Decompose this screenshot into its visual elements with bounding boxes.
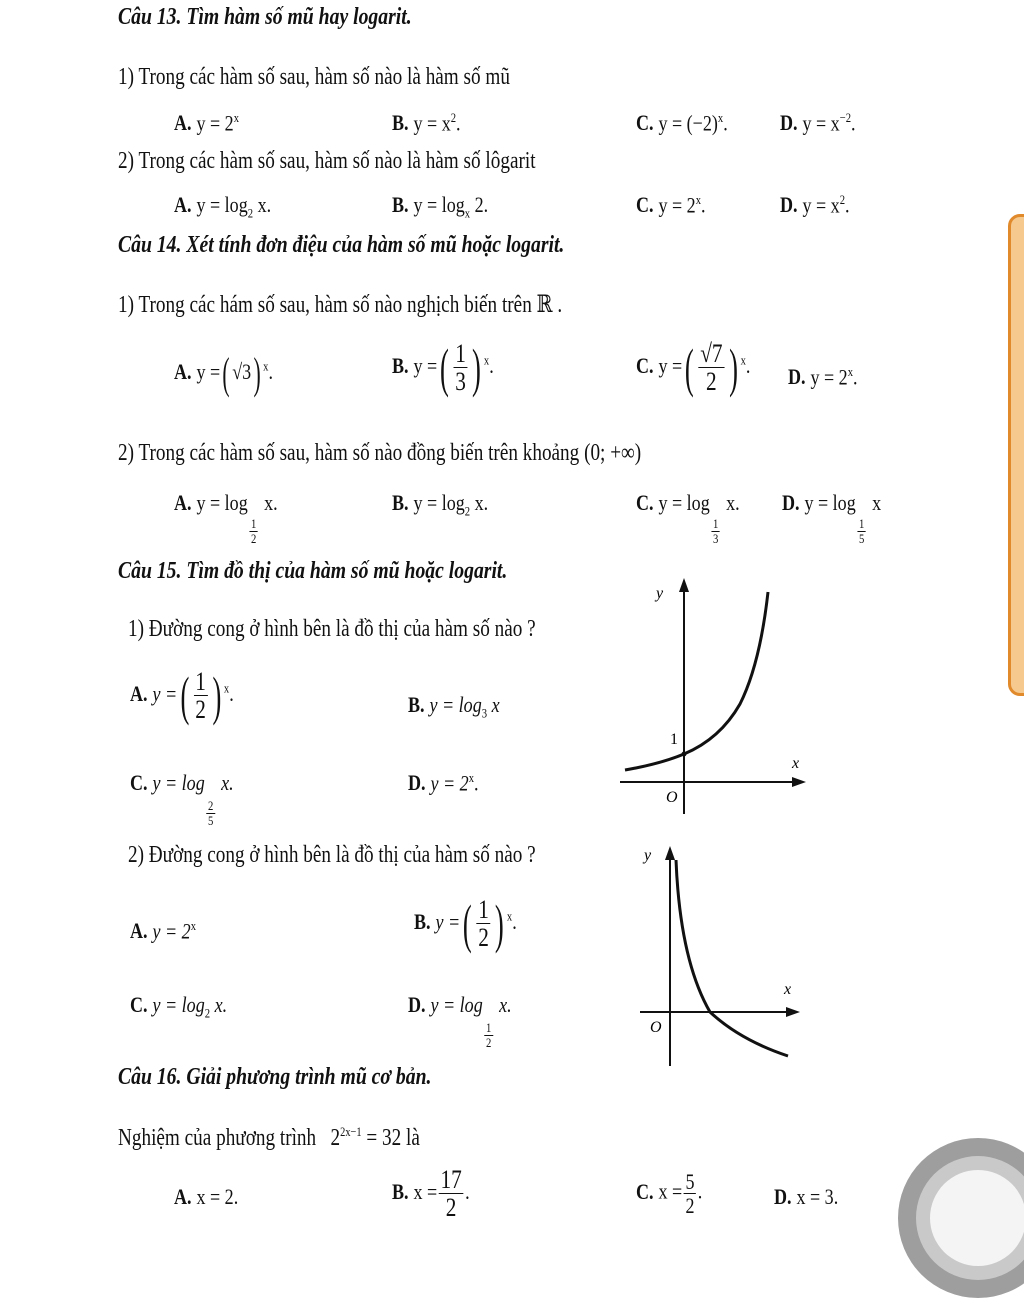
q14-p2-option-c[interactable]: C. y = log $\frac{1}{3}$ x. [636,490,740,546]
origin-label: O [650,1019,662,1036]
q14-p1-prompt: 1) Trong các hám số sau, hàm số nào nghịch biến trên ℝ . [118,292,563,318]
q16-prompt: Nghiệm của phương trình $2^{2x-1} = 32$ là [118,1124,420,1151]
y-axis-label: y [644,847,652,864]
q14-p1-option-d[interactable]: D. $y = 2^x$. [788,364,858,390]
x-axis-label: x [792,755,800,772]
tick-label-1: 1 [670,731,678,748]
q14-p1-option-c[interactable]: C. y =( $\frac{√7}{2}$ ) $^x$. [636,337,751,398]
q14-p1-option-b[interactable]: B. y =( $\frac{1}{3}$ ) $^x$. [392,337,494,398]
q15-p1-option-a[interactable]: A. y =( $\frac{1}{2}$ ) $^x$. [130,665,234,726]
q15-p2-prompt: 2) Đường cong ở hình bên là đồ thị của hàm số nào ? [128,842,536,868]
q15-p2-option-a[interactable]: A. $y = 2^x$ [130,918,197,944]
q14-p2-option-b[interactable]: B. $y = \log_2 x$. [392,490,489,519]
q15-p2-option-d[interactable]: D. y = log $\frac{1}{2}$ x. [408,992,512,1050]
floating-action-button[interactable] [898,1138,1024,1298]
curve [625,592,768,770]
q13-p2-option-d[interactable]: D. $y = x^2$. [780,192,850,218]
q16-heading: Câu 16. Giải phương trình mũ cơ bản. [118,1064,432,1090]
x-axis-arrow-icon [786,1007,800,1017]
q14-p2-option-d[interactable]: D. y = log $\frac{1}{5}$ x [782,490,882,546]
interval: (0; +∞) [584,440,642,466]
q15-p1-prompt: 1) Đường cong ở hình bên là đồ thị của hàm số nào ? [128,616,536,642]
q15-p2-option-c[interactable]: C. $y = \log_2 x$. [130,992,228,1021]
origin-label: O [666,789,678,806]
scrollbar-thumb[interactable] [1008,214,1024,696]
q13-p1-option-a[interactable]: A. $y = 2^x$ [174,110,240,136]
q16-option-a[interactable]: A. x = 2. [174,1184,239,1209]
q16-option-d[interactable]: D. x = 3. [774,1184,839,1209]
q13-p1-option-d[interactable]: D. $y = x^{-2}$. [780,110,856,136]
q13-p2-option-b[interactable]: B. $y = \log_x 2$. [392,192,489,221]
q13-p2-option-a[interactable]: A. $y = \log_2 x$. [174,192,272,221]
y-axis-label: y [656,585,664,602]
floating-button-core [930,1170,1024,1266]
graph-exponential-increasing [620,574,810,820]
curve [676,860,788,1056]
q14-p2-prompt: 2) Trong các hàm số sau, hàm số nào đồng biến trên khoảng (0; +∞) [118,440,642,466]
q13-p1-option-c[interactable]: C. $y = (-2)^x$. [636,110,728,136]
graph-logarithm-decreasing [630,840,810,1070]
q13-p1-option-b[interactable]: B. $y = x^2$. [392,110,461,136]
y-axis-arrow-icon [665,846,675,860]
q14-heading: Câu 14. Xét tính đơn điệu của hàm số mũ hoặc logarit. [118,232,565,258]
q13-p2-prompt: 2) Trong các hàm số sau, hàm số nào là hàm số lôgarit [118,148,536,174]
q15-p1-option-d[interactable]: D. $y = 2^x$. [408,770,479,796]
y-axis-arrow-icon [679,578,689,592]
q13-p2-option-c[interactable]: C. $y = 2^x$. [636,192,706,218]
q16-option-b[interactable]: B. x = $\frac{17}{2}$ . [392,1165,470,1223]
x-axis-arrow-icon [792,777,806,787]
q15-p1-option-c[interactable]: C. y = log $\frac{2}{5}$ x. [130,770,234,828]
q16-option-c[interactable]: C. x = $\frac{5}{2}$ . [636,1169,703,1219]
intercept-point [682,752,687,757]
q15-p2-option-b[interactable]: B. y =( $\frac{1}{2}$ ) $^x$. [414,893,517,954]
q15-p1-option-b[interactable]: B. $y = \log_3 x$ [408,692,500,721]
x-axis-label: x [784,981,792,998]
q13-heading: Câu 13. Tìm hàm số mũ hay logarit. [118,4,412,30]
q14-p1-option-a[interactable]: A. y =( √3) $^x$. [174,349,273,398]
equation: $2^{2x-1} = 32$ [330,1124,402,1151]
q13-p1-prompt: 1) Trong các hàm số sau, hàm số nào là hàm số mũ [118,64,510,90]
q15-heading: Câu 15. Tìm đồ thị của hàm số mũ hoặc logarit. [118,558,508,584]
q14-p2-option-a[interactable]: A. y = log $\frac{1}{2}$ x. [174,490,278,546]
